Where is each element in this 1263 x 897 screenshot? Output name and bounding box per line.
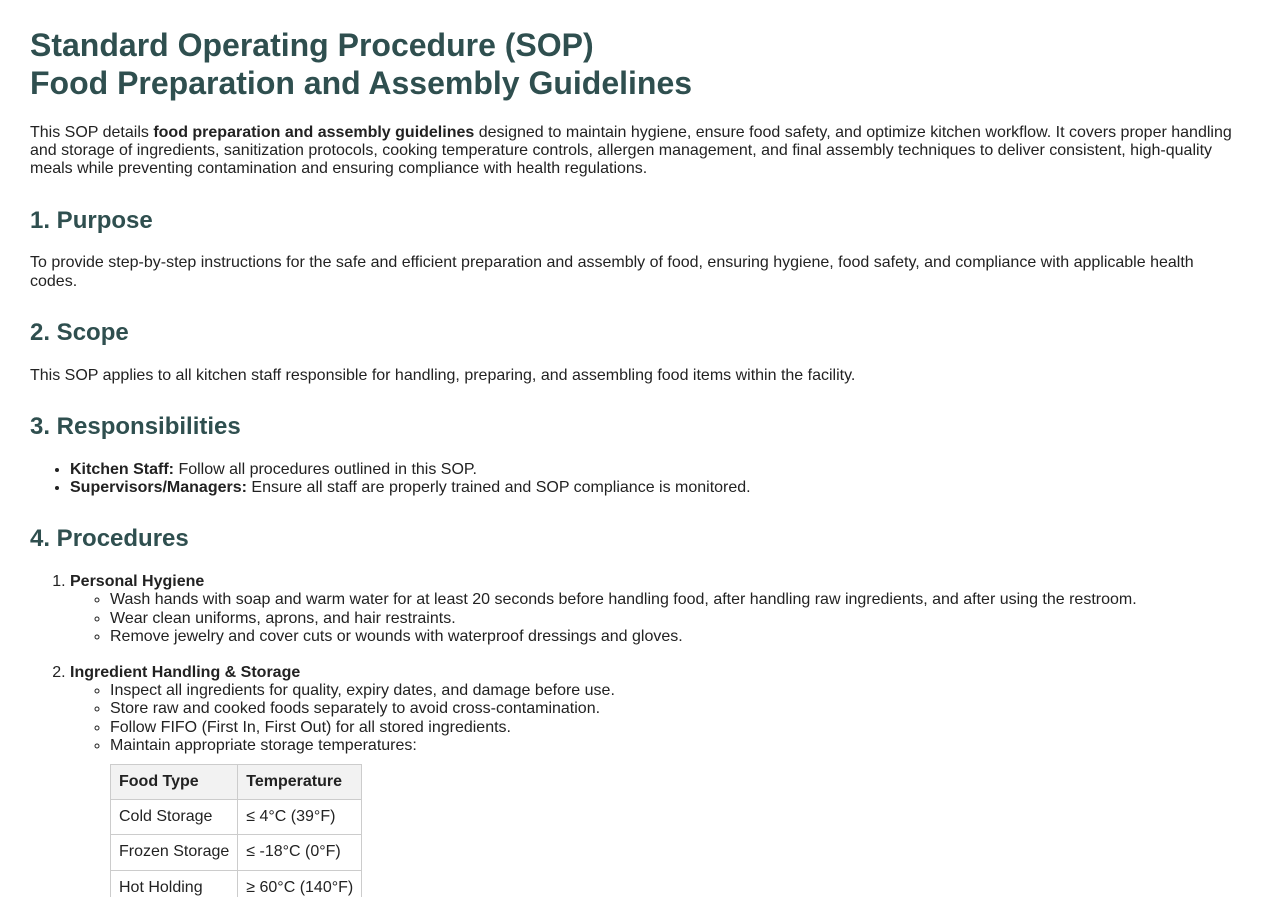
page-title-line2: Food Preparation and Assembly Guidelines (30, 64, 693, 101)
list-item-text: Maintain appropriate storage temperatures: (110, 737, 417, 755)
responsibility-text: Follow all procedures outlined in this SOP. (174, 460, 477, 478)
procedure-step-title: Ingredient Handling & Storage (70, 663, 301, 681)
procedure-step-personal-hygiene (70, 573, 1233, 647)
list-item-kitchen-staff (70, 461, 1233, 479)
list-item: ◦ Inspect all ingredients for quality, expiry dates, and damage before use. (110, 682, 1233, 700)
procedures-list (30, 573, 1233, 897)
table-row (111, 799, 362, 834)
list-item: ◦ Follow FIFO (First In, First Out) for all stored ingredients. (110, 719, 1233, 737)
responsibility-text: Ensure all staff are properly trained and SOP compliance is monitored. (246, 479, 751, 497)
list-item-supervisors (70, 479, 1233, 497)
list-item: ◦ Wash hands with soap and warm water for at least 20 seconds before handling food, after handling raw ingredients, and after using the restroom. (110, 591, 1233, 609)
responsibilities-list (30, 461, 1233, 498)
table-header-row (111, 764, 362, 799)
intro-paragraph (30, 124, 1233, 179)
table-header-temperature: Temperature (238, 764, 362, 799)
purpose-body: To provide step-by-step instructions for the safe and efficient preparation and assembly of food, ensuring hygiene, food safety, and compliance with applicable health codes. (30, 254, 1194, 290)
storage-temperature-table (110, 764, 362, 897)
procedure-step-bullets (70, 682, 1233, 897)
procedure-step-title: Personal Hygiene (70, 573, 205, 590)
page-title-line1: Standard Operating Procedure (SOP) (30, 27, 594, 63)
procedure-step-ingredient-handling (70, 664, 1233, 897)
table-row (111, 870, 362, 897)
list-item: ◦ Store raw and cooked foods separately to avoid cross-contamination. (110, 700, 1233, 718)
list-item: ◦ Remove jewelry and cover cuts or wounds with waterproof dressings and gloves. (110, 628, 1233, 646)
table-cell: Cold Storage (111, 799, 238, 834)
table-cell: ≤ -18°C (0°F) (238, 835, 362, 870)
procedure-step-bullets (70, 591, 1233, 646)
table-cell: ≥ 60°C (140°F) (238, 870, 362, 897)
table-cell: ≤ 4°C (39°F) (238, 799, 362, 834)
intro-suffix: designed to maintain hygiene, ensure food safety, and optimize kitchen workflow. It covers proper handling and storage of ingredients, sanitization protocols, cooking temperature controls, allergen management, and final assembly techniques to deliver consistent, high-quality meals while preventing contamination and ensuring compliance with health regulations. (30, 123, 1232, 178)
intro-prefix: This SOP details (30, 123, 154, 141)
table-header-food-type: Food Type (111, 764, 238, 799)
intro-bold-phrase: food preparation and assembly guidelines (153, 123, 475, 141)
list-item: ◦ Wear clean uniforms, aprons, and hair restraints. (110, 610, 1233, 628)
table-row (111, 835, 362, 870)
page-title (30, 27, 1233, 103)
responsibilities-heading: 3. Responsibilities (30, 413, 241, 441)
table-cell: Hot Holding (111, 870, 238, 897)
scope-heading: 2. Scope (30, 319, 129, 347)
responsibility-label: Supervisors/Managers: (70, 479, 247, 497)
responsibility-label: Kitchen Staff: (70, 460, 174, 478)
list-item (110, 737, 1233, 897)
scope-body: This SOP applies to all kitchen staff responsible for handling, preparing, and assembling food items within the facility. (30, 366, 856, 384)
purpose-heading: 1. Purpose (30, 206, 153, 234)
table-cell: Frozen Storage (111, 835, 238, 870)
procedures-heading: 4. Procedures (30, 525, 189, 553)
table-body (111, 799, 362, 897)
